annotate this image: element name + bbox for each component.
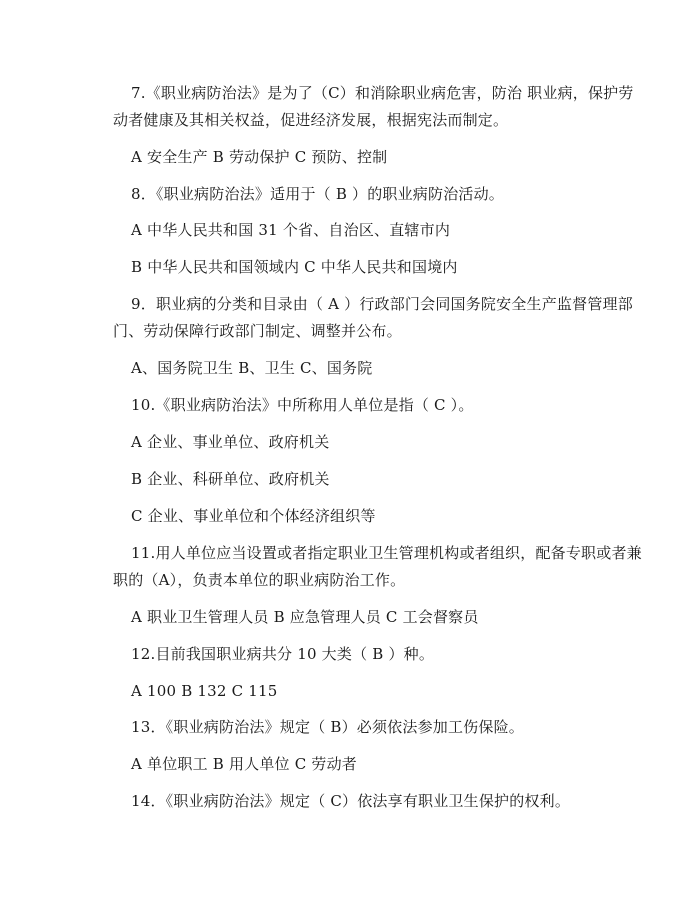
q11-text-line-1: 11.用人单位应当设置或者指定职业卫生管理机构或者组织，配备专职或者兼	[131, 544, 642, 562]
q13-options: A 单位职工 B 用人单位 C 劳动者	[131, 755, 357, 773]
q12-text: 12.目前我国职业病共分 10 大类（ B ）种。	[131, 645, 435, 663]
q14-text: 14．《职业病防治法》规定（ C）依法享有职业卫生保护的权利。	[131, 792, 571, 810]
q13-text: 13．《职业病防治法》规定（ B）必须依法参加工伤保险。	[131, 718, 524, 736]
q11-options: A 职业卫生管理人员 B 应急管理人员 C 工会督察员	[131, 608, 479, 626]
q7-text-line-1: 7.《职业病防治法》是为了（C）和消除职业病危害，防治 职业病，保护劳	[131, 84, 634, 102]
q10-option-c: C 企业、事业单位和个体经济组织等	[131, 507, 376, 525]
q10-option-a: A 企业、事业单位、政府机关	[131, 433, 330, 451]
q8-options-b-c: B 中华人民共和国领域内 C 中华人民共和国境内	[131, 258, 458, 276]
q7-text-line-2: 动者健康及其相关权益，促进经济发展，根据宪法而制定。	[113, 111, 509, 129]
q7-options: A 安全生产 B 劳动保护 C 预防、控制	[131, 148, 388, 166]
q10-text: 10.《职业病防治法》中所称用人单位是指（ C ）。	[131, 396, 474, 414]
q10-option-b: B 企业、科研单位、政府机关	[131, 470, 330, 488]
q8-option-a: A 中华人民共和国 31 个省、自治区、直辖市内	[131, 221, 451, 239]
q11-text-line-2: 职的（A），负责本单位的职业病防治工作。	[113, 571, 406, 589]
q8-text: 8．《职业病防治法》适用于（ B ）的职业病防治活动。	[131, 185, 505, 203]
q9-text-line-2: 门、劳动保障行政部门制定、调整并公布。	[113, 322, 402, 340]
q12-options: A 100 B 132 C 115	[131, 682, 278, 700]
q9-options: A、国务院卫生 B、卫生 C、国务院	[131, 359, 373, 377]
q9-text-line-1: 9．职业病的分类和目录由（ A ）行政部门会同国务院安全生产监督管理部	[131, 295, 633, 313]
